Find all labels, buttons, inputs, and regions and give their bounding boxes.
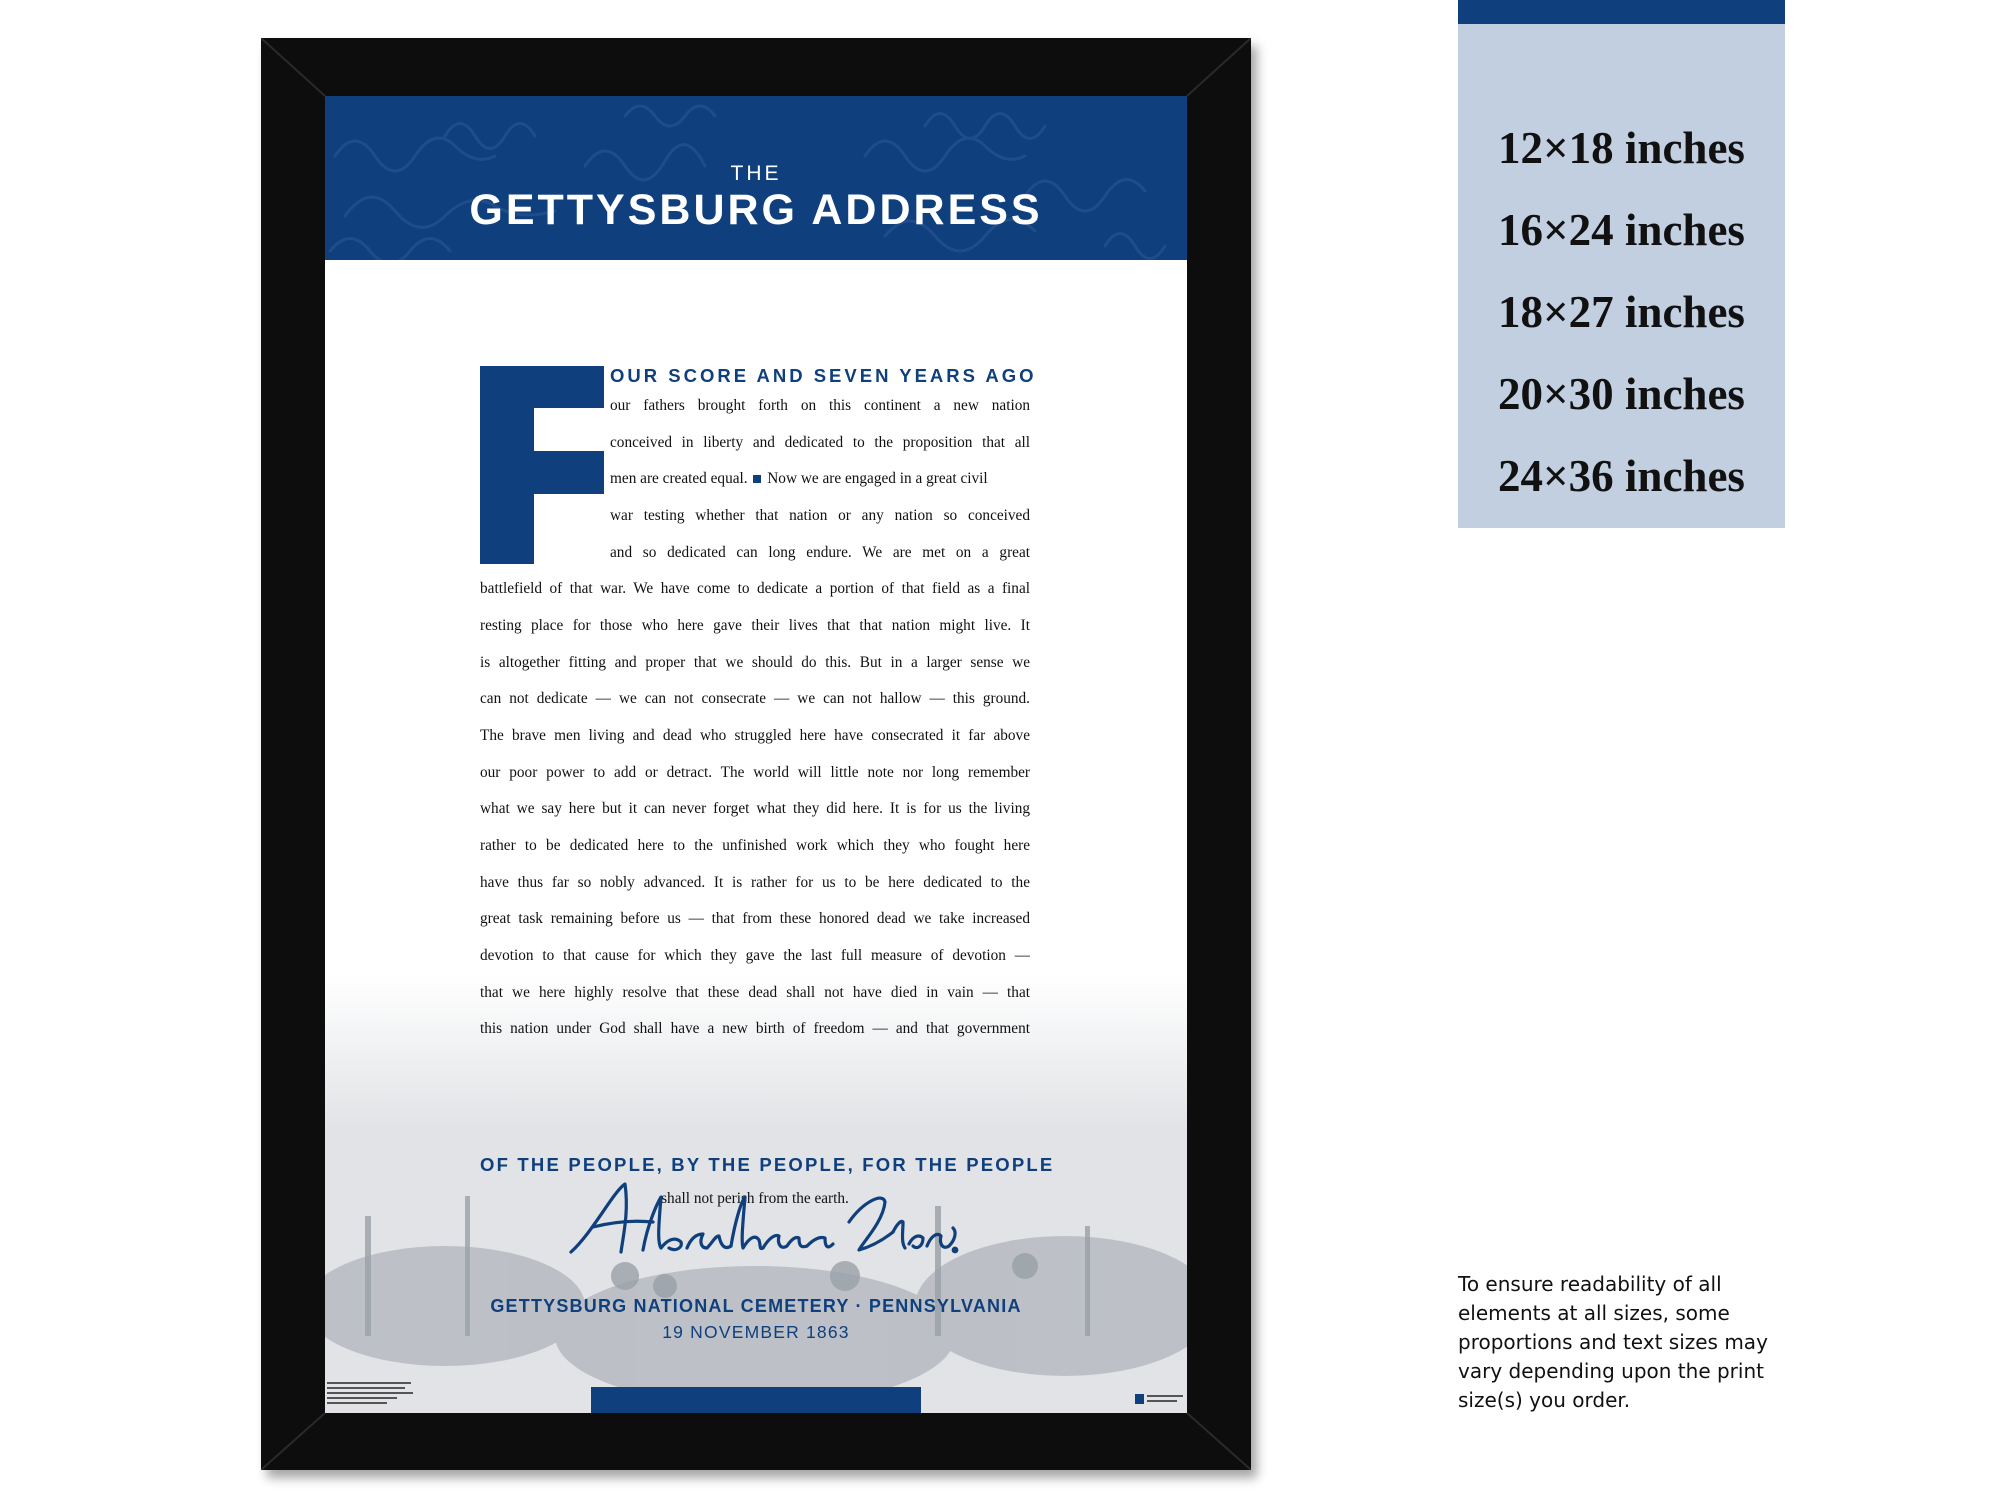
text-segment: Now we are engaged in a great civil bbox=[767, 470, 988, 487]
closing-line: shall not perish from the earth. bbox=[661, 1190, 849, 1207]
text-line: conceived in liberty and dedicated to the proposition that all bbox=[610, 434, 1030, 451]
text-line: battlefield of that war. We have come to dedicate a portion of that field as a final bbox=[480, 580, 1030, 597]
fine-print-credits bbox=[327, 1380, 417, 1406]
people-line: OF THE PEOPLE, BY THE PEOPLE, FOR THE PEOPLE bbox=[480, 1154, 1055, 1175]
title-the: THE bbox=[730, 162, 782, 185]
text-line: this nation under God shall have a new birth of freedom — and that government bbox=[480, 1020, 1030, 1037]
text-segment: men are created equal. bbox=[610, 470, 748, 487]
text-line: have thus far so nobly advanced. It is rather for us to be here dedicated to the bbox=[480, 874, 1030, 891]
size-option: 20×30 inches bbox=[1498, 369, 1745, 419]
size-option: 24×36 inches bbox=[1498, 451, 1745, 501]
text-line: rather to be dedicated here to the unfinished work which they who fought here bbox=[480, 837, 1030, 854]
date-line: 19 NOVEMBER 1863 bbox=[662, 1322, 850, 1342]
opening-line: OUR SCORE AND SEVEN YEARS AGO bbox=[610, 365, 1037, 386]
print-sizes-panel bbox=[1458, 0, 1785, 528]
text-line: war testing whether that nation or any nation so conceived bbox=[610, 507, 1030, 524]
text-line: can not dedicate — we can not consecrate — we can not hallow — this ground. bbox=[480, 690, 1030, 707]
size-option: 18×27 inches bbox=[1498, 287, 1745, 337]
text-line: what we say here but it can never forget what they did here. It is for us the living bbox=[480, 800, 1030, 817]
text-line: and so dedicated can long endure. We are met on a great bbox=[610, 544, 1030, 561]
text-line bbox=[610, 469, 1030, 489]
signature-icon bbox=[563, 1162, 963, 1272]
lincoln-signature bbox=[563, 1162, 963, 1272]
publisher-logo-icon bbox=[1135, 1392, 1185, 1406]
text-line: resting place for those who here gave their lives that that nation might live. It bbox=[480, 617, 1030, 634]
text-line: that we here highly resolve that these dead shall not have died in vain — that bbox=[480, 984, 1030, 1001]
readability-note: To ensure readability of all elements at all sizes, some proportions and text sizes may vary depending upon the print size(s) you order. bbox=[1458, 1272, 1768, 1412]
text-line: The brave men living and dead who struggled here have consecrated it far above bbox=[480, 727, 1030, 744]
poster-title: GETTYSBURG ADDRESS bbox=[469, 186, 1043, 234]
panel-top-strip bbox=[1458, 0, 1785, 24]
text-line: our fathers brought forth on this continent a new nation bbox=[610, 397, 1030, 414]
bottom-accent-bar bbox=[591, 1387, 921, 1413]
drop-cap bbox=[480, 366, 604, 564]
location-line: GETTYSBURG NATIONAL CEMETERY · PENNSYLVANIA bbox=[490, 1296, 1022, 1316]
text-line: our poor power to add or detract. The world will little note nor long remember bbox=[480, 764, 1030, 781]
header-band bbox=[325, 96, 1187, 260]
poster bbox=[325, 96, 1187, 1413]
size-option: 12×18 inches bbox=[1498, 123, 1745, 173]
text-line: is altogether fitting and proper that we should do this. But in a larger sense we bbox=[480, 654, 1030, 671]
size-option: 16×24 inches bbox=[1498, 205, 1745, 255]
picture-frame bbox=[261, 38, 1251, 1470]
text-line: great task remaining before us — that from these honored dead we take increased bbox=[480, 910, 1030, 927]
text-line: devotion to that cause for which they gave the last full measure of devotion — bbox=[480, 947, 1030, 964]
section-bullet-icon bbox=[753, 475, 761, 483]
